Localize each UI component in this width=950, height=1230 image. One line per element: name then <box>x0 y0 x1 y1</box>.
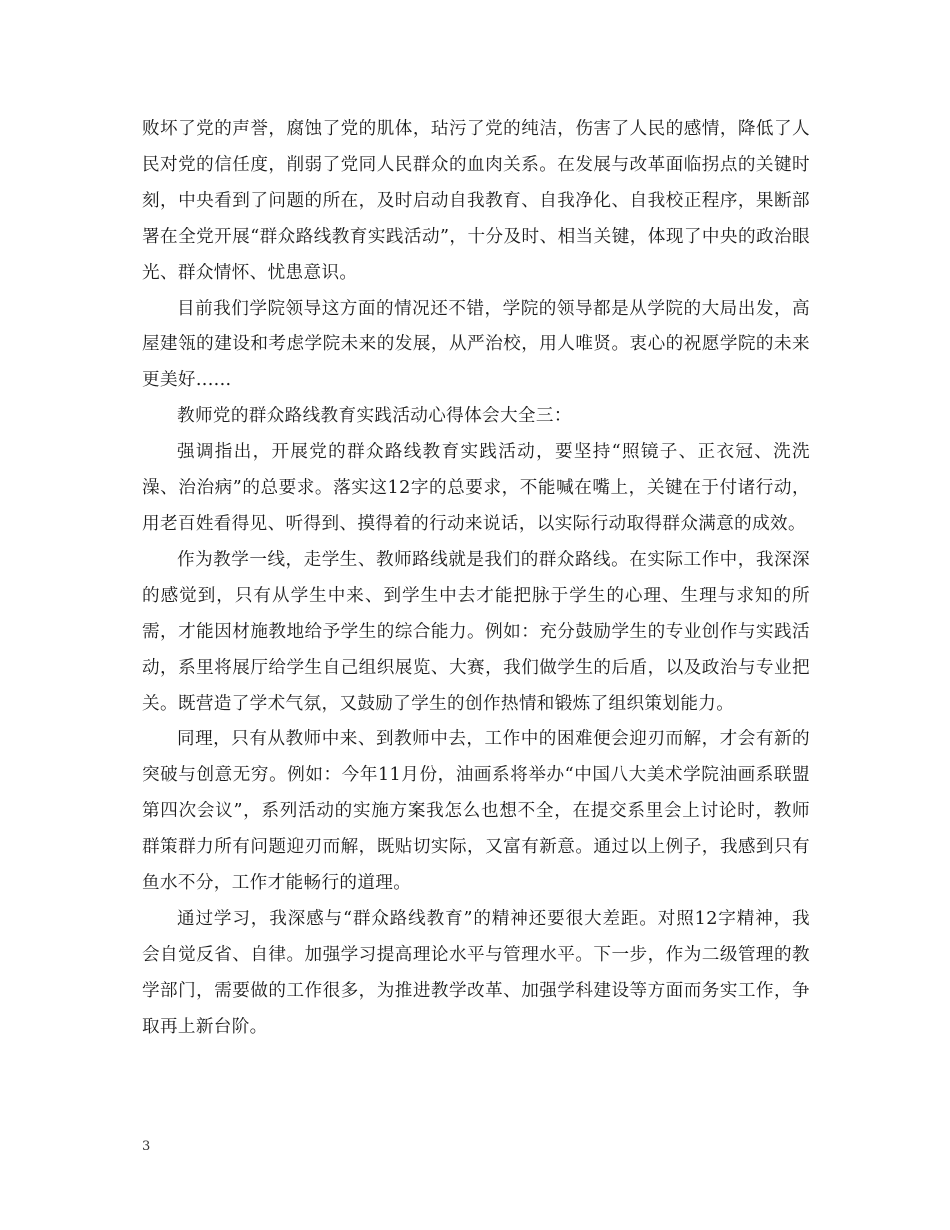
document-body <box>142 112 810 1046</box>
paragraph-1: 败坏了党的声誉，腐蚀了党的肌体，玷污了党的纯洁，伤害了人民的感情，降低了人民对党的信任度，削弱了党同人民群众的血肉关系。在发展与改革面临拐点的关键时刻，中央看到了问题的所在，及时启动自我教育、自我净化、自我校正程序，果断部署在全党开展“群众路线教育实践活动”，十分及时、相当关键，体现了中央的政治眼光、群众情怀、忧患意识。 <box>142 119 810 283</box>
page-number: 3 <box>142 1139 151 1154</box>
paragraph-5: 同理，只有从教师中来、到教师中去，工作中的困难便会迎刃而解，才会有新的突破与创意无穷。例如：今年11月份，油画系将举办“中国八大美术学院油画系联盟第四次会议”，系列活动的实施方案我怎么也想不全，在提交系里会上讨论时，教师群策群力所有问题迎刃而解，既贴切实际，又富有新意。通过以上例子，我感到只有鱼水不分，工作才能畅行的道理。 <box>142 729 810 894</box>
paragraph-2: 目前我们学院领导这方面的情况还不错，学院的领导都是从学院的大局出发，高屋建瓴的建设和考虑学院未来的发展，从严治校，用人唯贤。衷心的祝愿学院的未来更美好...... <box>142 298 810 391</box>
paragraph-6: 通过学习，我深感与“群众路线教育”的精神还要很大差距。对照12字精神，我会自觉反省、自律。加强学习提高理论水平与管理水平。下一步，作为二级管理的教学部门，需要做的工作很多，为推进教学改革、加强学科建设等方面而务实工作，争取再上新台阶。 <box>142 908 810 1037</box>
section-heading: 教师党的群众路线教育实践活动心得体会大全三： <box>177 406 572 427</box>
paragraph-4: 作为教学一线，走学生、教师路线就是我们的群众路线。在实际工作中，我深深的感觉到，只有从学生中来、到学生中去才能把脉于学生的心理、生理与求知的所需，才能因材施教地给予学生的综合能力。例如：充分鼓励学生的专业创作与实践活动，系里将展厅给学生自己组织展览、大赛，我们做学生的后盾，以及政治与专业把关。既营造了学术气氛，又鼓励了学生的创作热情和锻炼了组织策划能力。 <box>142 549 810 714</box>
paragraph-3: 强调指出，开展党的群众路线教育实践活动，要坚持“照镜子、正衣冠、洗洗澡、治治病”的总要求。落实这12字的总要求，不能喊在嘴上，关键在于付诸行动，用老百姓看得见、听得到、摸得着的行动来说话，以实际行动取得群众满意的成效。 <box>142 442 810 534</box>
